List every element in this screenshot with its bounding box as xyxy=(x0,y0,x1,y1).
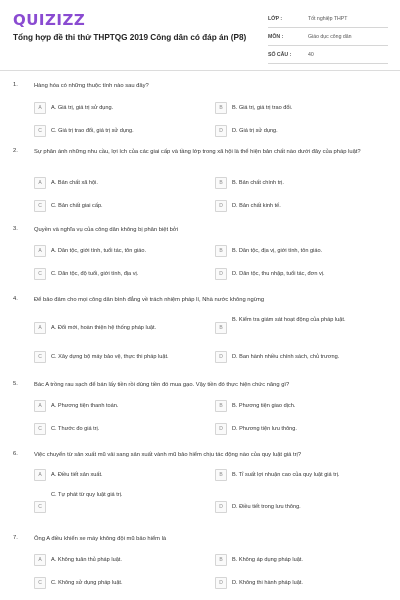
option-letter-box: A xyxy=(34,322,46,334)
option-letter-box: B xyxy=(215,400,227,412)
question-number: 6. xyxy=(13,451,18,457)
question-number: 5. xyxy=(13,381,18,387)
option-letter-box: C xyxy=(34,268,46,280)
option-letter-box: B xyxy=(215,322,227,334)
option-letter-box: A xyxy=(34,102,46,114)
question-number: 3. xyxy=(13,226,18,232)
option-letter-box: D xyxy=(215,268,227,280)
option-letter-box: B xyxy=(215,102,227,114)
option-text: D. Dân tộc, thu nhập, tuổi tác, đơn vị. xyxy=(232,271,325,277)
meta-key: LỚP : xyxy=(268,15,283,22)
worksheet-header xyxy=(0,0,400,72)
option-text: C. Dân tộc, độ tuổi, giới tính, địa vị. xyxy=(51,271,139,277)
option-text: B. Không áp dụng pháp luật. xyxy=(232,557,303,563)
question-text: Hàng hóa có những thuộc tính nào sau đây? xyxy=(34,83,149,89)
option-letter-box: D xyxy=(215,501,227,513)
option-letter-box: C xyxy=(34,423,46,435)
option-letter-box: D xyxy=(215,423,227,435)
option-letter-box: A xyxy=(34,400,46,412)
option-letter-box: D xyxy=(215,577,227,589)
option-letter-box: C xyxy=(34,501,46,513)
quizizz-logo: QUIZIZZ xyxy=(13,11,86,29)
option-text: A. Không tuân thủ pháp luật. xyxy=(51,557,122,563)
option-text: B. Bản chất chính trị. xyxy=(232,180,284,186)
option-text: D. Bản chất kinh tế. xyxy=(232,203,281,209)
question-number: 2. xyxy=(13,148,18,154)
option-letter-box: D xyxy=(215,200,227,212)
option-letter-box: C xyxy=(34,577,46,589)
question-text: Quyền và nghĩa vụ của công dân không bị phân biệt bởi xyxy=(34,227,178,233)
option-letter-box: C xyxy=(34,351,46,363)
option-text: C. Giá trị trao đổi, giá trị sử dụng. xyxy=(51,128,134,134)
option-text: D. Không thi hành pháp luật. xyxy=(232,580,303,586)
question-text: Việc chuyển từ sản xuất mũ vải sang sản xuất vành mũ bảo hiểm chịu tác động nào của quy luật giá trị? xyxy=(34,452,302,458)
option-letter-box: A xyxy=(34,554,46,566)
option-text: B. Kiểm tra giám sát hoạt động của pháp luật. xyxy=(232,317,346,323)
meta-value: 40 xyxy=(308,51,314,58)
option-text: B. Phương tiện giao dịch. xyxy=(232,403,296,409)
option-text: C. Không sử dụng pháp luật. xyxy=(51,580,123,586)
option-text: B. Dân tộc, địa vị, giới tính, tôn giáo. xyxy=(232,248,323,254)
option-text: D. Phương tiện lưu thông. xyxy=(232,426,297,432)
option-text: C. Thước đo giá trị. xyxy=(51,426,100,432)
option-text: C. Bản chất giai cấp. xyxy=(51,203,103,209)
option-text: C. Tự phát từ quy luật giá trị. xyxy=(51,492,123,498)
question-number: 1. xyxy=(13,82,18,88)
option-letter-box: B xyxy=(215,469,227,481)
header-divider xyxy=(0,70,400,71)
option-text: A. Điều tiết sản xuất. xyxy=(51,472,103,478)
question-text: Bác A trồng rau sạch để bán lấy tiền rồi dùng tiền đó mua gạo. Vậy tiền đó thực hiện chức năng gì? xyxy=(34,382,290,388)
option-text: B. Giá trị, giá trị trao đổi. xyxy=(232,105,293,111)
option-letter-box: A xyxy=(34,245,46,257)
option-letter-box: A xyxy=(34,177,46,189)
question-text: Sự phân ánh những nhu cầu, lợi ích của các giai cấp và tầng lớp trong xã hội là thể hiện bản chất nào dưới đây của pháp luật? xyxy=(34,149,361,155)
meta-row-subject xyxy=(268,28,388,46)
meta-table xyxy=(268,10,388,64)
question-text: Để bảo đảm cho mọi công dân bình đẳng về trách nhiệm pháp lí, Nhà nước không ngừng xyxy=(34,297,265,303)
meta-value: Giáo dục công dân xyxy=(308,33,352,40)
option-letter-box: D xyxy=(215,351,227,363)
worksheet-title: Tổng hợp đề thi thử THPTQG 2019 Công dân có đáp án (P8) xyxy=(13,33,247,42)
option-text: A. Dân tộc, giới tính, tuổi tác, tôn giáo. xyxy=(51,248,147,254)
meta-row-question-count xyxy=(268,46,388,64)
option-letter-box: B xyxy=(215,245,227,257)
option-letter-box: C xyxy=(34,200,46,212)
meta-key: SỐ CÂU : xyxy=(268,51,292,58)
meta-value: Tốt nghiệp THPT xyxy=(308,15,348,22)
option-text: D. Ban hành nhiều chính sách, chủ trương. xyxy=(232,354,340,360)
option-letter-box: D xyxy=(215,125,227,137)
question-text: Ông A điều khiển xe máy không đội mũ bảo hiểm là xyxy=(34,536,167,542)
question-number: 7. xyxy=(13,535,18,541)
option-text: A. Giá trị, giá trị sử dụng. xyxy=(51,105,114,111)
option-text: A. Đổi mới, hoàn thiện hệ thống pháp luật. xyxy=(51,325,157,331)
option-text: B. Tỉ suất lợi nhuận cao của quy luật giá trị. xyxy=(232,472,340,478)
meta-row-class xyxy=(268,10,388,28)
option-text: C. Xây dựng bộ máy bảo vệ, thực thi pháp luật. xyxy=(51,354,169,360)
meta-key: MÔN : xyxy=(268,33,284,40)
option-text: A. Bản chất xã hội. xyxy=(51,180,98,186)
option-text: A. Phương tiện thanh toán. xyxy=(51,403,119,409)
option-letter-box: B xyxy=(215,554,227,566)
question-number: 4. xyxy=(13,296,18,302)
option-text: D. Giá trị sử dụng. xyxy=(232,128,278,134)
option-letter-box: B xyxy=(215,177,227,189)
option-text: D. Điều tiết trong lưu thông. xyxy=(232,504,301,510)
option-letter-box: A xyxy=(34,469,46,481)
option-letter-box: C xyxy=(34,125,46,137)
